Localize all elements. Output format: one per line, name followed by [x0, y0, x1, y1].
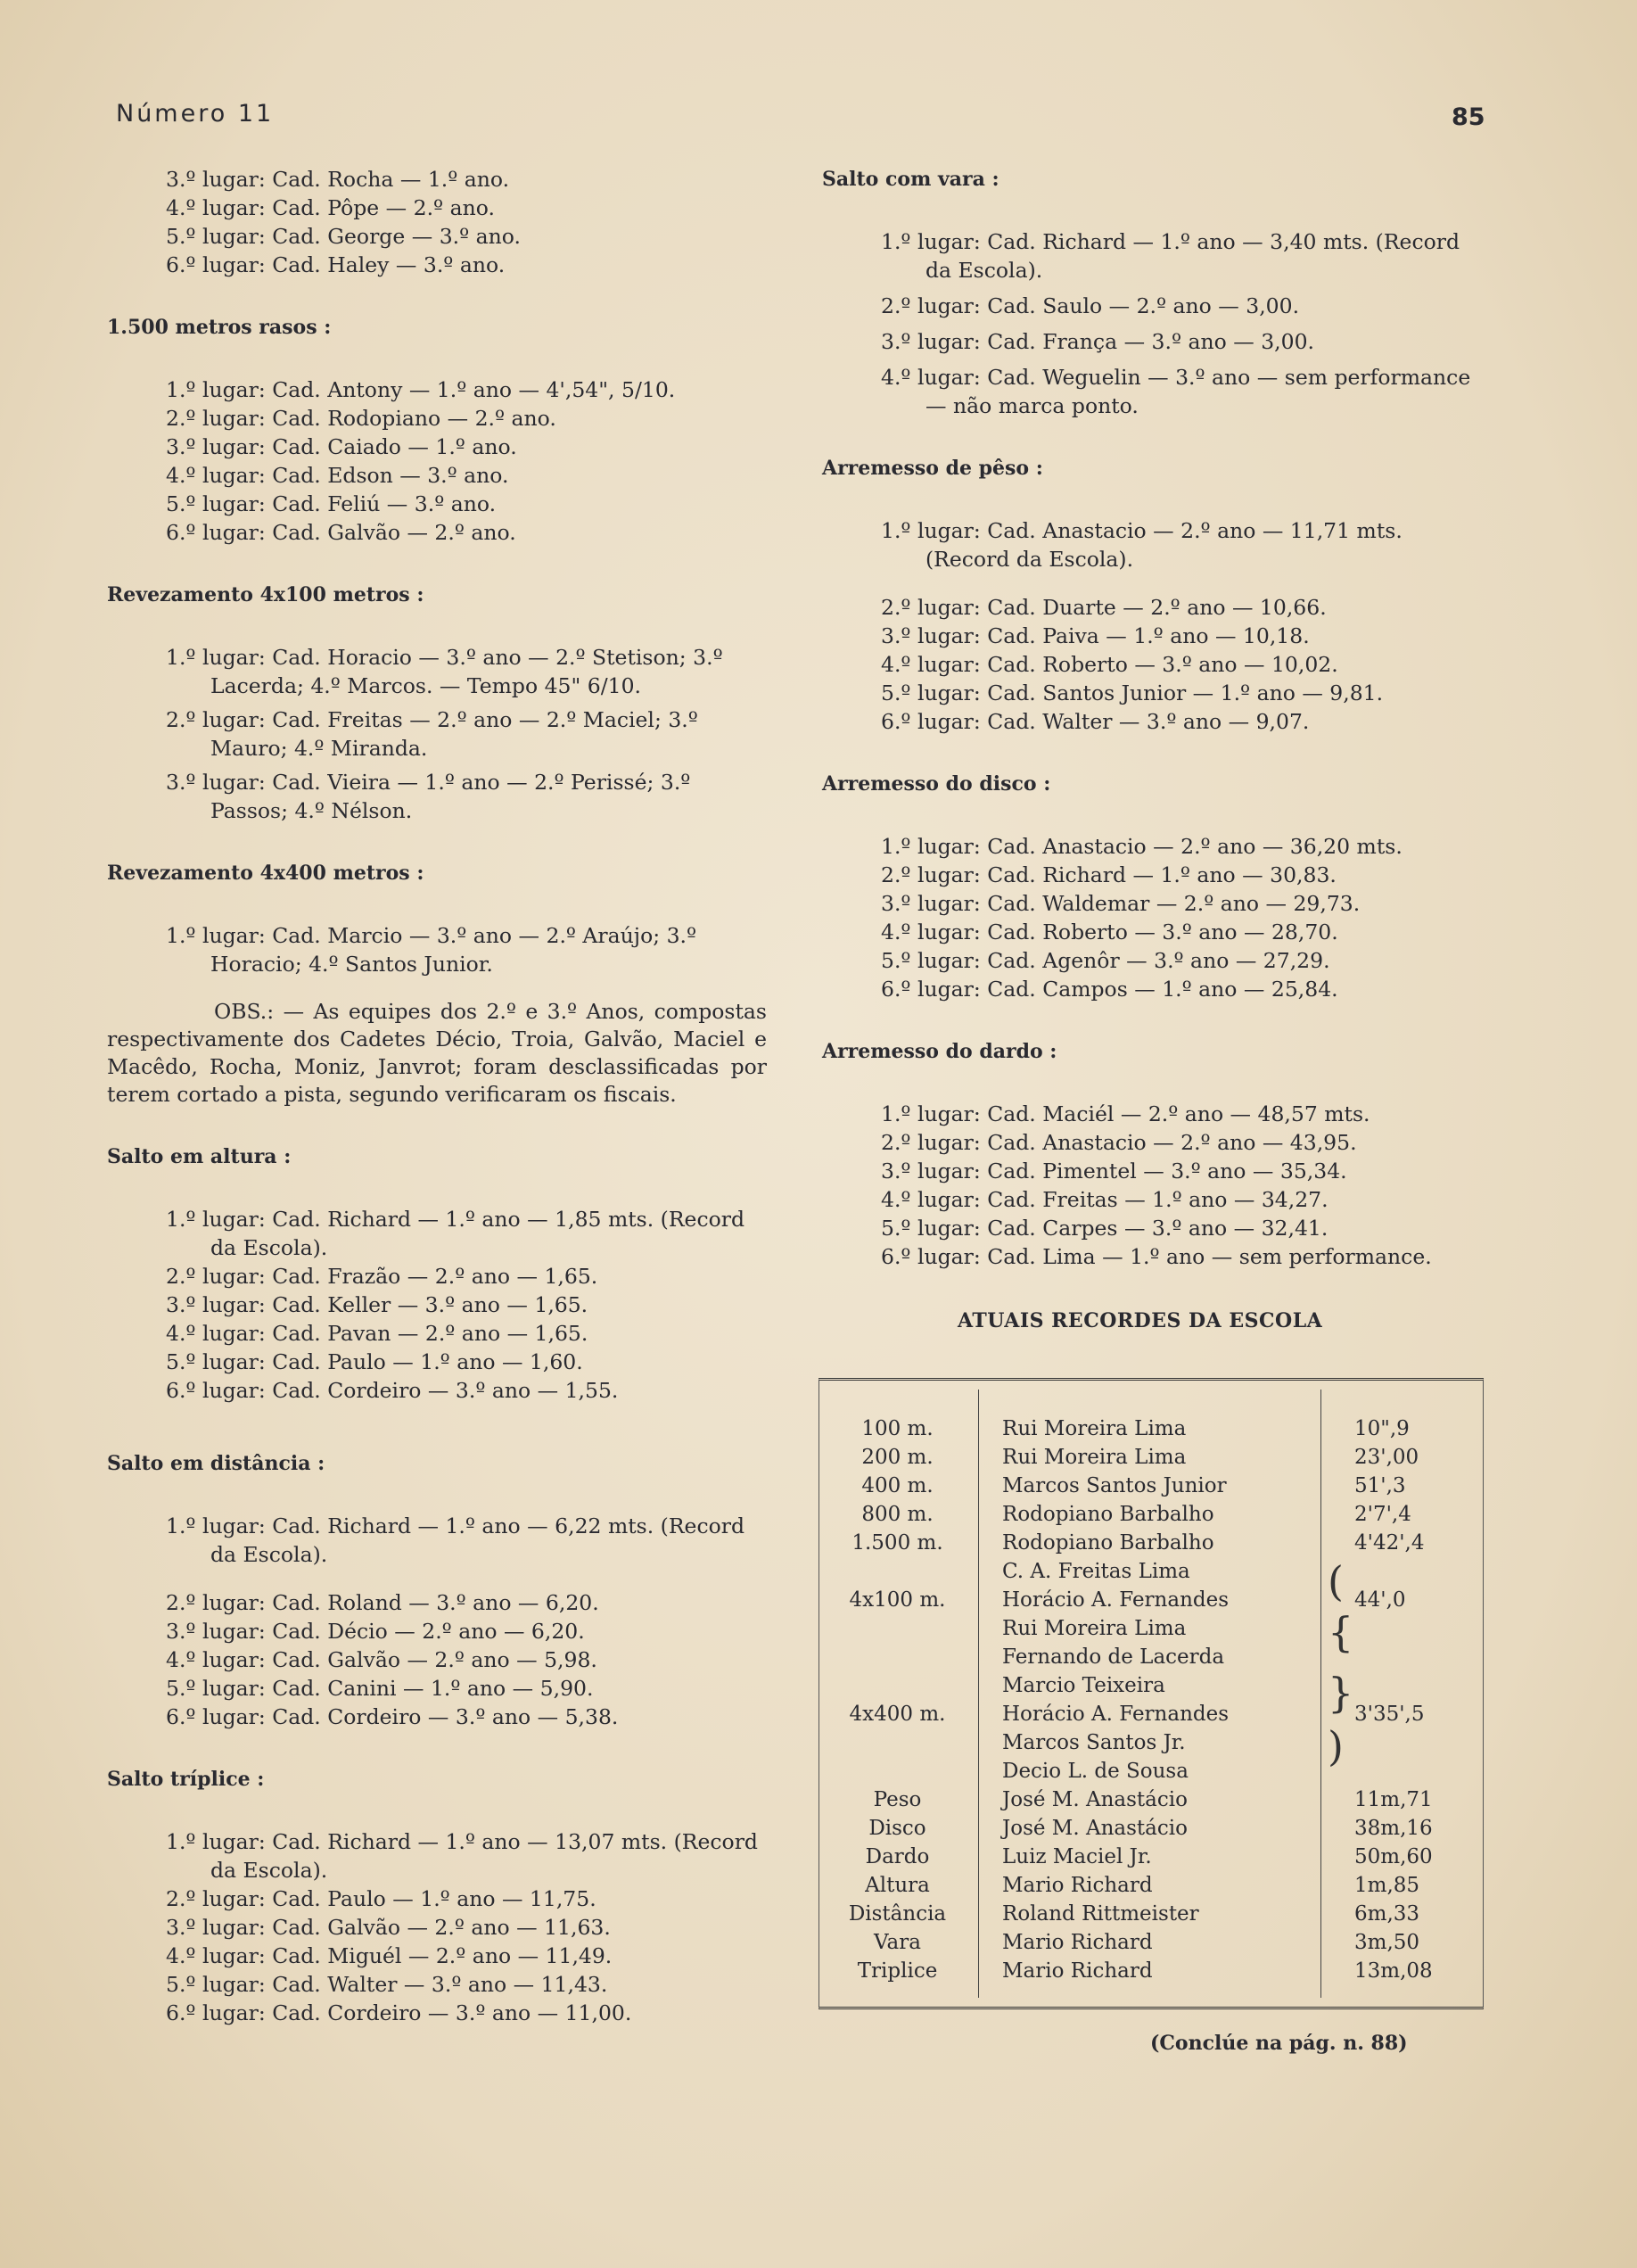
- result-line: 5.º lugar: Cad. Santos Junior — 1.º ano — 9,81.: [881, 680, 1384, 705]
- athlete-cell: Rodopiano Barbalho: [1002, 1503, 1214, 1526]
- table-row: [819, 1871, 1485, 1900]
- section-title-javelin: Arremesso do dardo :: [822, 1040, 1057, 1063]
- section-title-1500m: 1.500 metros rasos :: [107, 316, 332, 339]
- result-line: 1.º lugar: Cad. Antony — 1.º ano — 4',54", 5/10.: [166, 377, 676, 402]
- section-title-relay-4x100: Revezamento 4x100 metros :: [107, 583, 424, 606]
- result-line: 5.º lugar: Cad. Canini — 1.º ano — 5,90.: [166, 1676, 594, 1701]
- result-line: 2.º lugar: Cad. Paulo — 1.º ano — 11,75.: [166, 1886, 596, 1911]
- athlete-cell: Mario Richard: [1002, 1931, 1153, 1954]
- result-line: 6.º lugar: Cad. Walter — 3.º ano — 9,07.: [881, 709, 1310, 734]
- mark-cell: 4'42',4: [1354, 1531, 1425, 1555]
- result-line: 1.º lugar: Cad. Richard — 1.º ano — 13,07 mts. (Record da Escola).: [166, 1829, 758, 1883]
- athlete-cell: Marcos Santos Junior: [1002, 1474, 1227, 1497]
- result-line: 3.º lugar: Cad. Keller — 3.º ano — 1,65.: [166, 1292, 588, 1317]
- event-cell: Vara: [874, 1931, 921, 1954]
- result-line: 1.º lugar: Cad. Marcio — 3.º ano — 2.º Araújo; 3.º Horacio; 4.º Santos Junior.: [166, 923, 697, 977]
- result-line: 5.º lugar: Cad. Agenôr — 3.º ano — 27,29.: [881, 948, 1330, 973]
- result-line: 4.º lugar: Cad. Roberto — 3.º ano — 28,70.: [881, 920, 1338, 944]
- table-row: [819, 1786, 1485, 1814]
- result-line: 4.º lugar: Cad. Pavan — 2.º ano — 1,65.: [166, 1321, 588, 1346]
- records-table: [818, 1378, 1484, 2009]
- result-line: 2.º lugar: Cad. Roland — 3.º ano — 6,20.: [166, 1590, 599, 1615]
- result-line: 2.º lugar: Cad. Duarte — 2.º ano — 10,66.: [881, 595, 1327, 620]
- section-title-long-jump: Salto em distância :: [107, 1452, 325, 1475]
- records-title: ATUAIS RECORDES DA ESCOLA: [958, 1309, 1323, 1332]
- result-line: 2.º lugar: Cad. Rodopiano — 2.º ano.: [166, 406, 556, 431]
- continuation-note: (Conclúe na pág. n. 88): [1150, 2032, 1408, 2055]
- page-number: 85: [1452, 103, 1485, 131]
- result-line: 4.º lugar: Cad. Edson — 3.º ano.: [166, 463, 509, 488]
- observation-note: OBS.: — As equipes dos 2.º e 3.º Anos, compostas respectivamente dos Cadetes Décio, Troia, Galvão, Maciel e Macêdo, Rocha, Moniz, Janvrot; foram desclassificadas por terem cortado a pista, segundo verificaram os fiscais.: [107, 999, 767, 1107]
- table-row: [819, 1586, 1485, 1614]
- result-line: 5.º lugar: Cad. Paulo — 1.º ano — 1,60.: [166, 1349, 583, 1374]
- result-line: 2.º lugar: Cad. Saulo — 2.º ano — 3,00.: [881, 293, 1300, 318]
- athlete-cell: Horácio A. Fernandes: [1002, 1588, 1230, 1612]
- table-row: [819, 1472, 1485, 1500]
- athlete-cell: Decio L. de Sousa: [1002, 1760, 1189, 1783]
- athlete-cell: Horácio A. Fernandes: [1002, 1703, 1230, 1726]
- event-cell: 4x100 m.: [849, 1588, 946, 1612]
- result-line: 6.º lugar: Cad. Lima — 1.º ano — sem performance.: [881, 1244, 1432, 1269]
- relay-brace-4x100: (: [1328, 1557, 1344, 1605]
- event-cell: Disco: [868, 1817, 926, 1840]
- right-column: [822, 165, 1491, 1271]
- athlete-cell: Marcio Teixeira: [1002, 1674, 1165, 1697]
- result-line: 6.º lugar: Cad. Cordeiro — 3.º ano — 1,55.: [166, 1378, 619, 1403]
- result-line: 4.º lugar: Cad. Miguél — 2.º ano — 11,49.: [166, 1943, 613, 1968]
- mark-cell: 10",9: [1354, 1417, 1410, 1440]
- athlete-cell: Rui Moreira Lima: [1002, 1617, 1187, 1640]
- result-line: 3.º lugar: Cad. Vieira — 1.º ano — 2.º Perissé; 3.º Passos; 4.º Nélson.: [166, 770, 691, 823]
- mark-cell: 3'35',5: [1354, 1703, 1425, 1726]
- result-line: 3.º lugar: Cad. Rocha — 1.º ano.: [166, 167, 510, 192]
- result-line: 1.º lugar: Cad. Richard — 1.º ano — 6,22 mts. (Record da Escola).: [166, 1513, 745, 1567]
- athlete-cell: José M. Anastácio: [1002, 1788, 1188, 1811]
- result-line: 2.º lugar: Cad. Frazão — 2.º ano — 1,65.: [166, 1264, 598, 1289]
- event-cell: Altura: [865, 1874, 930, 1897]
- result-line: 5.º lugar: Cad. George — 3.º ano.: [166, 224, 521, 249]
- result-line: 3.º lugar: Cad. França — 3.º ano — 3,00.: [881, 329, 1315, 354]
- relay-brace-4x400-bottom: ): [1328, 1722, 1344, 1770]
- result-line: 4.º lugar: Cad. Freitas — 1.º ano — 34,27.: [881, 1187, 1329, 1212]
- event-cell: 800 m.: [861, 1503, 934, 1526]
- athlete-cell: Roland Rittmeister: [1002, 1902, 1199, 1926]
- table-row: [819, 1500, 1485, 1529]
- event-cell: 200 m.: [861, 1446, 934, 1469]
- athlete-cell: Luiz Maciel Jr.: [1002, 1845, 1152, 1868]
- athlete-cell: Mario Richard: [1002, 1959, 1153, 1983]
- result-line: 1.º lugar: Cad. Anastacio — 2.º ano — 36,20 mts.: [881, 834, 1403, 859]
- mark-cell: 11m,71: [1354, 1788, 1433, 1811]
- athlete-cell: José M. Anastácio: [1002, 1817, 1188, 1840]
- result-line: 1.º lugar: Cad. Horacio — 3.º ano — 2.º Stetison; 3.º Lacerda; 4.º Marcos. — Tempo 45" 6/10.: [166, 645, 723, 698]
- table-row: [819, 1443, 1485, 1472]
- event-cell: 100 m.: [861, 1417, 934, 1440]
- table-row: [819, 1614, 1485, 1643]
- result-line: 1.º lugar: Cad. Maciél — 2.º ano — 48,57 mts.: [881, 1101, 1370, 1126]
- result-line: 5.º lugar: Cad. Walter — 3.º ano — 11,43.: [166, 1972, 608, 1997]
- result-line: 4.º lugar: Cad. Weguelin — 3.º ano — sem performance — não marca ponto.: [881, 365, 1471, 418]
- event-cell: Distância: [848, 1902, 947, 1926]
- table-row: [819, 1900, 1485, 1928]
- result-line: 2.º lugar: Cad. Freitas — 2.º ano — 2.º Maciel; 3.º Mauro; 4.º Miranda.: [166, 707, 698, 761]
- issue-number: Número 11: [116, 100, 275, 128]
- section-title-triple-jump: Salto tríplice :: [107, 1768, 265, 1791]
- table-row: [819, 1414, 1485, 1443]
- result-line: 4.º lugar: Cad. Galvão — 2.º ano — 5,98.: [166, 1647, 597, 1672]
- result-line: 6.º lugar: Cad. Galvão — 2.º ano.: [166, 520, 516, 545]
- mark-cell: 50m,60: [1354, 1845, 1433, 1868]
- mark-cell: 2'7',4: [1354, 1503, 1411, 1526]
- result-line: 6.º lugar: Cad. Campos — 1.º ano — 25,84.: [881, 977, 1338, 1002]
- relay-brace-4x400-mid: }: [1328, 1669, 1354, 1717]
- mark-cell: 51',3: [1354, 1474, 1406, 1497]
- result-line: 2.º lugar: Cad. Richard — 1.º ano — 30,83.: [881, 862, 1337, 887]
- table-row: [819, 1728, 1485, 1757]
- table-row: [819, 1957, 1485, 1985]
- result-line: 3.º lugar: Cad. Galvão — 2.º ano — 11,63.: [166, 1915, 611, 1940]
- result-line: 5.º lugar: Cad. Feliú — 3.º ano.: [166, 491, 497, 516]
- result-line: 3.º lugar: Cad. Paiva — 1.º ano — 10,18.: [881, 623, 1310, 648]
- athlete-cell: C. A. Freitas Lima: [1002, 1560, 1190, 1583]
- table-row: [819, 1814, 1485, 1843]
- result-line: 2.º lugar: Cad. Anastacio — 2.º ano — 43,95.: [881, 1130, 1357, 1155]
- result-line: 3.º lugar: Cad. Pimentel — 3.º ano — 35,34.: [881, 1159, 1347, 1183]
- left-column: [107, 165, 767, 2027]
- table-row: [819, 1757, 1485, 1786]
- mark-cell: 23',00: [1354, 1446, 1419, 1469]
- event-cell: 400 m.: [861, 1474, 934, 1497]
- mark-cell: 44',0: [1354, 1588, 1406, 1612]
- athlete-cell: Mario Richard: [1002, 1874, 1153, 1897]
- result-line: 5.º lugar: Cad. Carpes — 3.º ano — 32,41.: [881, 1216, 1329, 1241]
- event-cell: Peso: [873, 1788, 922, 1811]
- result-line: 6.º lugar: Cad. Cordeiro — 3.º ano — 11,00.: [166, 2000, 632, 2025]
- section-title-discus: Arremesso do disco :: [822, 772, 1051, 796]
- result-line: 1.º lugar: Cad. Richard — 1.º ano — 3,40 mts. (Record da Escola).: [881, 229, 1460, 283]
- result-line: 6.º lugar: Cad. Cordeiro — 3.º ano — 5,38.: [166, 1704, 619, 1729]
- section-title-high-jump: Salto em altura :: [107, 1145, 292, 1168]
- table-row: [819, 1928, 1485, 1957]
- table-row: [819, 1529, 1485, 1557]
- mark-cell: 38m,16: [1354, 1817, 1433, 1840]
- result-line: 3.º lugar: Cad. Décio — 2.º ano — 6,20.: [166, 1619, 585, 1644]
- section-title-shot-put: Arremesso de pêso :: [822, 457, 1043, 480]
- mark-cell: 1m,85: [1354, 1874, 1420, 1897]
- mark-cell: 6m,33: [1354, 1902, 1420, 1926]
- table-row: [819, 1671, 1485, 1700]
- table-row: [819, 1700, 1485, 1728]
- event-cell: Triplice: [857, 1959, 938, 1983]
- athlete-cell: Fernando de Lacerda: [1002, 1645, 1225, 1669]
- result-line: 6.º lugar: Cad. Haley — 3.º ano.: [166, 252, 506, 277]
- athlete-cell: Rui Moreira Lima: [1002, 1417, 1187, 1440]
- section-title-pole-vault: Salto com vara :: [822, 168, 999, 191]
- section-title-relay-4x400: Revezamento 4x400 metros :: [107, 862, 424, 885]
- athlete-cell: Marcos Santos Jr.: [1002, 1731, 1186, 1754]
- event-cell: Dardo: [865, 1845, 930, 1868]
- event-cell: 4x400 m.: [849, 1703, 946, 1726]
- relay-brace-4x400-top: {: [1328, 1608, 1354, 1656]
- result-line: 3.º lugar: Cad. Waldemar — 2.º ano — 29,73.: [881, 891, 1361, 916]
- result-line: 4.º lugar: Cad. Pôpe — 2.º ano.: [166, 195, 495, 220]
- result-line: 1.º lugar: Cad. Anastacio — 2.º ano — 11,71 mts. (Record da Escola).: [881, 518, 1403, 572]
- result-line: 3.º lugar: Cad. Caiado — 1.º ano.: [166, 434, 517, 459]
- athlete-cell: Rodopiano Barbalho: [1002, 1531, 1214, 1555]
- table-row: [819, 1643, 1485, 1671]
- table-row: [819, 1557, 1485, 1586]
- athlete-cell: Rui Moreira Lima: [1002, 1446, 1187, 1469]
- mark-cell: 13m,08: [1354, 1959, 1433, 1983]
- result-line: 1.º lugar: Cad. Richard — 1.º ano — 1,85 mts. (Record da Escola).: [166, 1207, 745, 1260]
- mark-cell: 3m,50: [1354, 1931, 1420, 1954]
- table-row: [819, 1843, 1485, 1871]
- result-line: 4.º lugar: Cad. Roberto — 3.º ano — 10,02.: [881, 652, 1338, 677]
- event-cell: 1.500 m.: [851, 1531, 943, 1555]
